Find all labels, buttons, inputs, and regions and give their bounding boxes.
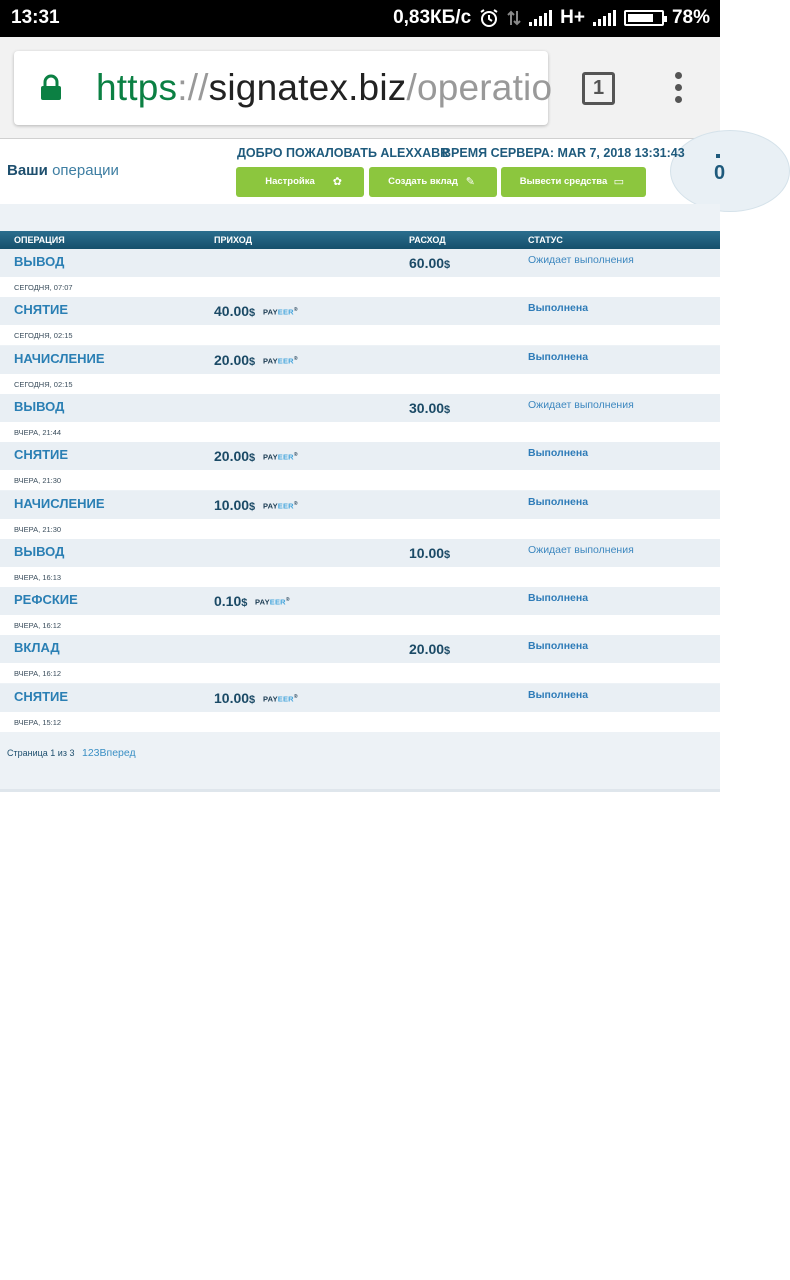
row-date-band	[0, 277, 720, 297]
corner-value: 0	[714, 162, 726, 184]
table-row	[0, 346, 720, 394]
col-expense: РАСХОД	[409, 235, 446, 245]
operation-date: ВЧЕРА, 21:30	[14, 524, 62, 534]
content-bottom-border	[0, 789, 720, 792]
operation-date: ВЧЕРА, 16:12	[14, 621, 62, 631]
row-band	[0, 684, 720, 712]
row-band	[0, 635, 720, 663]
page-title	[7, 162, 119, 179]
operation-date: ВЧЕРА, 16:13	[14, 572, 62, 582]
payeer-pay: PAY	[263, 356, 278, 366]
currency-sign: $	[249, 307, 256, 320]
welcome-text: ДОБРО ПОЖАЛОВАТЬ ALEXXABR	[237, 146, 450, 160]
income-value: 20.00	[214, 351, 250, 368]
payeer-logo	[255, 597, 290, 607]
operation-type: РЕФСКИЕ	[14, 592, 78, 608]
withdraw-button[interactable]	[501, 167, 646, 197]
payeer-eer: EER	[277, 501, 294, 510]
overflow-menu-icon[interactable]	[672, 72, 684, 106]
operation-date: СЕГОДНЯ, 02:15	[14, 379, 73, 389]
corner-mark	[716, 154, 720, 158]
url-text[interactable]	[96, 67, 552, 109]
currency-sign: $	[249, 500, 256, 513]
row-date-band	[0, 422, 720, 442]
url-scheme: https	[96, 67, 178, 108]
status-text: Ожидает выполнения	[528, 398, 634, 411]
row-band	[0, 587, 720, 615]
payeer-mark: ®	[293, 500, 298, 507]
status-time: 13:31	[11, 7, 60, 28]
expense-amount	[409, 255, 450, 271]
operation-date: ВЧЕРА, 21:30	[14, 476, 62, 486]
row-date-band	[0, 663, 720, 683]
payeer-eer: EER	[277, 356, 294, 366]
page-title-rest: операции	[52, 162, 119, 179]
table-row	[0, 539, 720, 587]
operation-type: ВЫВОД	[14, 398, 65, 414]
operation-type: ВЫВОД	[14, 254, 65, 269]
row-band	[0, 442, 720, 470]
create-deposit-label: Создать вклад	[388, 176, 458, 187]
operation-type: НАЧИСЛЕНИЕ	[14, 495, 105, 511]
status-text: Ожидает выполнения	[528, 254, 634, 266]
row-date-band	[0, 374, 720, 394]
table-row	[0, 249, 720, 297]
payeer-logo	[263, 452, 298, 462]
col-status: СТАТУС	[528, 235, 563, 245]
expense-value: 20.00	[409, 641, 445, 658]
expense-value: 30.00	[409, 399, 445, 416]
signal-icon-1	[529, 10, 552, 26]
title-panel	[0, 140, 230, 204]
lock-icon	[40, 75, 62, 101]
row-date-band	[0, 712, 720, 732]
table-row	[0, 442, 720, 490]
table-row	[0, 587, 720, 635]
income-amount	[214, 497, 255, 513]
data-transfer-icon	[507, 9, 521, 27]
table-row	[0, 394, 720, 442]
url-host: signatex.biz	[208, 67, 407, 108]
expense-amount	[409, 545, 450, 561]
row-date-band	[0, 567, 720, 587]
payeer-eer: EER	[277, 694, 294, 704]
status-icons	[393, 7, 710, 29]
payeer-pay: PAY	[263, 452, 278, 462]
currency-sign: $	[444, 403, 451, 416]
battery-icon	[624, 10, 664, 26]
operation-type: СНЯТИЕ	[14, 302, 69, 318]
pagination-links[interactable]: 123Вперед	[82, 747, 136, 759]
currency-sign: $	[444, 548, 451, 561]
currency-sign: $	[241, 597, 248, 610]
operation-type: ВЫВОД	[14, 543, 65, 559]
payeer-mark: ®	[285, 597, 290, 604]
status-text: Выполнена	[528, 688, 589, 701]
pagination-label: Страница 1 из 3	[7, 748, 75, 758]
network-type: H+	[560, 7, 585, 28]
page-title-bold: Ваши	[7, 162, 48, 179]
row-date-band	[0, 519, 720, 539]
expense-amount	[409, 400, 450, 416]
table-row	[0, 297, 720, 345]
address-bar[interactable]	[14, 51, 553, 125]
payeer-logo	[263, 356, 298, 366]
payeer-logo	[263, 694, 298, 704]
income-amount	[214, 352, 255, 368]
row-date-band	[0, 325, 720, 345]
income-amount	[214, 593, 247, 609]
payeer-mark: ®	[293, 452, 298, 459]
payeer-pay: PAY	[263, 307, 278, 317]
income-value: 10.00	[214, 689, 250, 706]
table-row	[0, 491, 720, 539]
payeer-logo	[263, 501, 298, 511]
status-text: Выполнена	[528, 640, 589, 653]
table-row	[0, 684, 720, 732]
currency-sign: $	[249, 355, 256, 368]
battery-percent: 78%	[671, 7, 710, 28]
url-path: /operatio	[406, 67, 553, 108]
operation-type: НАЧИСЛЕНИЕ	[14, 350, 105, 366]
status-bar	[0, 0, 720, 37]
payeer-eer: EER	[277, 307, 294, 317]
signal-icon-2	[593, 10, 616, 26]
url-separator: ://	[177, 67, 209, 108]
operation-date: ВЧЕРА, 15:12	[14, 717, 62, 727]
operation-date: СЕГОДНЯ, 02:15	[14, 331, 73, 341]
operation-date: ВЧЕРА, 16:12	[14, 669, 62, 679]
status-text: Выполнена	[528, 302, 589, 315]
income-value: 20.00	[214, 448, 250, 465]
row-band	[0, 297, 720, 325]
income-value: 10.00	[214, 496, 250, 513]
operation-date: ВЧЕРА, 21:44	[14, 427, 62, 437]
browser-toolbar	[0, 37, 720, 139]
expense-value: 60.00	[409, 255, 445, 271]
income-amount	[214, 690, 255, 706]
alarm-icon	[479, 8, 499, 28]
page-header	[0, 140, 726, 204]
payeer-mark: ®	[293, 355, 298, 362]
expense-amount	[409, 641, 450, 657]
income-amount	[214, 448, 255, 464]
payeer-mark: ®	[293, 307, 298, 314]
currency-sign: $	[249, 693, 256, 706]
income-value: 40.00	[214, 303, 250, 320]
row-band	[0, 491, 720, 519]
currency-sign: $	[249, 452, 256, 465]
payeer-logo	[263, 307, 298, 317]
income-value: 0.10	[214, 593, 242, 610]
col-income: ПРИХОД	[214, 235, 253, 245]
row-date-band	[0, 615, 720, 635]
create-deposit-button[interactable]	[369, 167, 497, 197]
operation-type: СНЯТИЕ	[14, 688, 69, 704]
settings-button[interactable]	[236, 167, 364, 197]
currency-sign: $	[444, 259, 451, 271]
currency-sign: $	[444, 645, 451, 658]
header-decoration	[670, 130, 790, 212]
income-amount	[214, 303, 255, 319]
status-text: Выполнена	[528, 350, 589, 363]
operation-date: СЕГОДНЯ, 07:07	[14, 283, 73, 292]
withdraw-label: Вывести средства	[519, 176, 608, 187]
payeer-pay: PAY	[263, 501, 278, 510]
status-text: Выполнена	[528, 495, 589, 508]
network-speed: 0,83КБ/с	[393, 7, 472, 28]
settings-button-label: Настройка	[265, 176, 315, 187]
card-icon: ▭	[613, 176, 624, 188]
row-band	[0, 346, 720, 374]
expense-value: 10.00	[409, 544, 445, 561]
status-text: Выполнена	[528, 447, 589, 460]
payeer-eer: EER	[277, 452, 294, 462]
operation-type: СНЯТИЕ	[14, 447, 69, 463]
server-time: ВРЕМЯ СЕРВЕРА: MAR 7, 2018 13:31:43	[442, 146, 685, 160]
payeer-mark: ®	[293, 693, 298, 700]
payeer-pay: PAY	[263, 694, 278, 704]
table-row	[0, 635, 720, 683]
table-header	[0, 231, 720, 249]
tab-switcher-button[interactable]: 1	[582, 72, 615, 105]
operation-type: ВКЛАД	[14, 640, 60, 656]
row-date-band	[0, 470, 720, 490]
col-operation: ОПЕРАЦИЯ	[14, 235, 65, 245]
payeer-eer: EER	[269, 597, 286, 607]
payeer-pay: PAY	[255, 597, 270, 607]
status-text: Ожидает выполнения	[528, 543, 634, 556]
edit-icon: ✎	[465, 176, 475, 188]
status-text: Выполнена	[528, 592, 589, 605]
gear-icon: ✿	[332, 176, 342, 188]
